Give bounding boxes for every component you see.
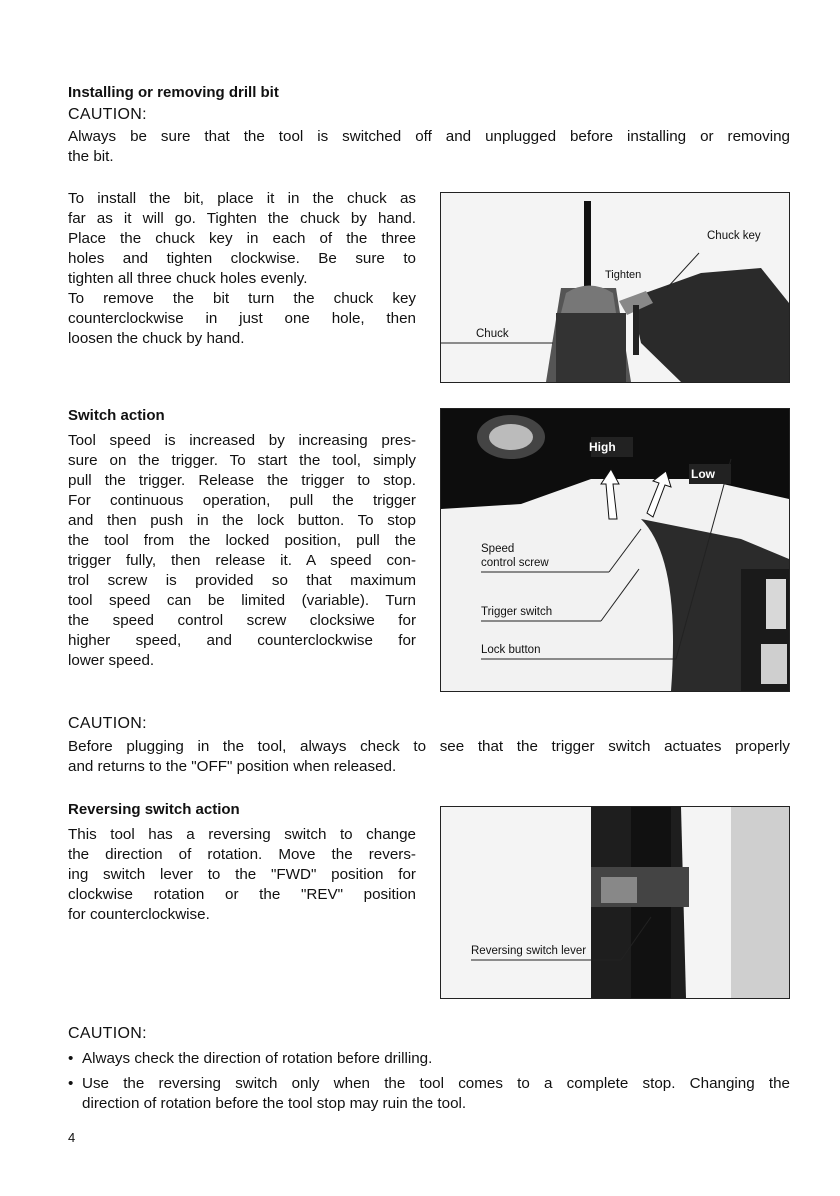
text-line: and returns to the "OFF" position when released. (68, 758, 397, 775)
text-line: and then push in the lock button. To stop (68, 512, 416, 529)
text-line: the speed control screw clocksiwe for (68, 612, 416, 629)
text-line: lower speed. (68, 652, 155, 669)
text-line: pull the trigger. Release the trigger to stop. (68, 472, 416, 489)
section-heading-reversing: Reversing switch action (68, 801, 240, 818)
label-trigger-switch: Trigger switch (481, 606, 553, 618)
text-line: ing switch lever to the "FWD" position for (68, 866, 416, 883)
text-line: far as it will go. Tighten the chuck by hand. (68, 210, 416, 227)
text-line: trol screw is provided so that maximum (68, 572, 416, 589)
text-line: trigger fully, then release it. A speed con- (68, 552, 416, 569)
text-line (68, 1074, 790, 1094)
text-line (68, 1049, 790, 1069)
installing-paragraph (68, 189, 416, 349)
figure-reversing-switch (440, 806, 790, 999)
text-line: Place the chuck key in each of the three (68, 230, 416, 247)
bullet-icon: • (68, 1050, 74, 1067)
bullet-text: Always check the direction of rotation before drilling. (82, 1050, 433, 1067)
text-line: To remove the bit turn the chuck key (68, 290, 416, 307)
text-line: higher speed, and counterclockwise for (68, 632, 416, 649)
text-line: the tool from the locked position, pull the (68, 532, 416, 549)
section-heading-switch: Switch action (68, 407, 165, 424)
text-line: For continuous operation, pull the trigger (68, 492, 416, 509)
text-line: To install the bit, place it in the chuck as (68, 190, 416, 207)
text-line: the bit. (68, 148, 114, 165)
figure-chuck-key (440, 192, 790, 383)
label-low: Low (691, 467, 715, 481)
bullet-item (68, 1074, 790, 1114)
text-line: counterclockwise in just one hole, then (68, 310, 416, 327)
bullet-item (68, 1049, 790, 1069)
bullet-text: Use the reversing switch only when the tool comes to a complete stop. Changing the (82, 1075, 790, 1092)
label-tighten: Tighten (605, 269, 642, 281)
text-line: for counterclockwise. (68, 906, 210, 923)
text-line: Tool speed is increased by increasing pres- (68, 432, 416, 449)
text-line: tool speed can be limited (variable). Turn (68, 592, 416, 609)
caution-label: CAUTION: (68, 715, 147, 732)
label-chuck: Chuck (476, 328, 509, 340)
text-line: clockwise rotation or the "REV" position (68, 886, 416, 903)
text-line: tighten all three chuck holes evenly. (68, 270, 308, 287)
label-speed-control-screw-line2: control screw (481, 557, 549, 569)
text-line: Before plugging in the tool, always check to see that the trigger switch actuates properly (68, 738, 790, 755)
text-line: the direction of rotation. Move the revers- (68, 846, 416, 863)
caution-label: CAUTION: (68, 106, 147, 123)
figure-switch (440, 408, 790, 692)
caution-text (68, 127, 790, 167)
reversing-switch-photo-illustration (441, 807, 789, 998)
page-number: 4 (68, 1130, 76, 1145)
text-line: loosen the chuck by hand. (68, 330, 245, 347)
label-speed-control-screw-line1: Speed (481, 543, 515, 555)
text-line: holes and tighten clockwise. Be sure to (68, 250, 416, 267)
text-line: This tool has a reversing switch to change (68, 826, 416, 843)
label-lock-button: Lock button (481, 644, 541, 656)
label-high: High (589, 440, 616, 454)
section-heading-installing: Installing or removing drill bit (68, 84, 279, 101)
reversing-paragraph (68, 825, 416, 925)
bullet-icon: • (68, 1075, 74, 1092)
label-reversing-switch-lever: Reversing switch lever (471, 945, 587, 957)
text-line: sure on the trigger. To start the tool, simply (68, 452, 416, 469)
caution-label: CAUTION: (68, 1025, 147, 1042)
text-line: Always be sure that the tool is switched off and unplugged before installing or removing (68, 128, 790, 145)
caution-text (68, 737, 790, 777)
switch-paragraph (68, 431, 416, 671)
chuck-photo-illustration (441, 193, 789, 382)
text-line: direction of rotation before the tool stop may ruin the tool. (82, 1095, 467, 1112)
label-chuck-key: Chuck key (707, 230, 761, 242)
